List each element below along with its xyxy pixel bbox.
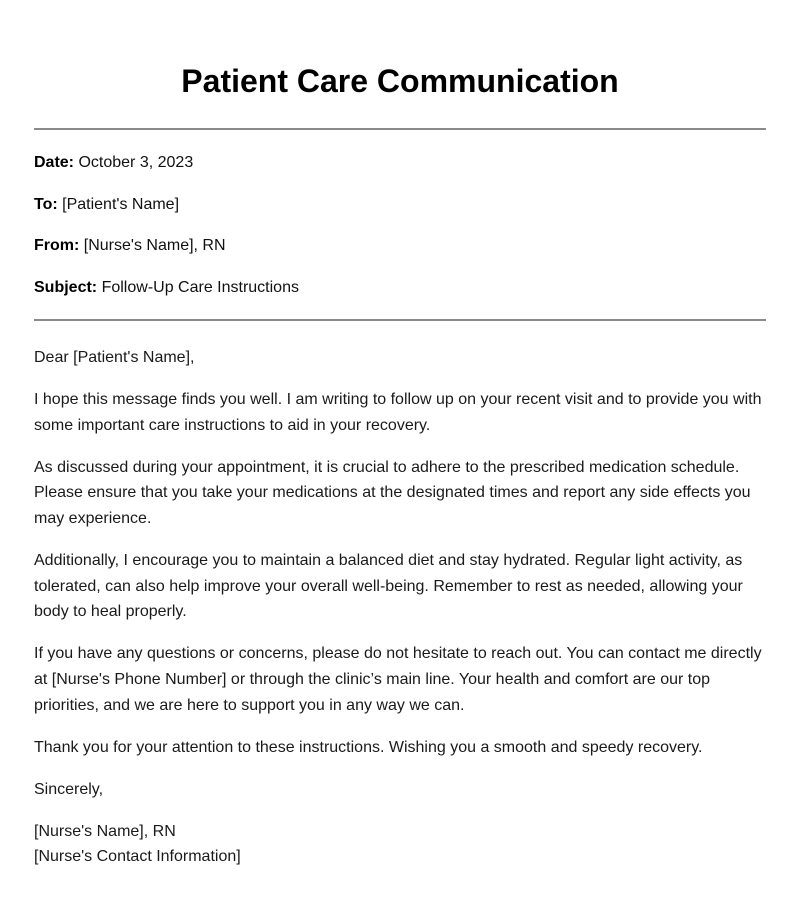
from-row [34, 236, 766, 256]
greeting: Dear [Patient's Name], [34, 349, 195, 366]
date-row [34, 153, 766, 173]
header-divider [34, 319, 766, 321]
closing: Sincerely, [34, 780, 104, 798]
to-row [34, 195, 766, 215]
subject-row [34, 278, 766, 298]
to-label: To: [34, 195, 58, 213]
to-value: [Patient's Name] [62, 195, 180, 213]
title-divider [34, 128, 766, 130]
date-label: Date: [34, 154, 75, 171]
body-paragraph: As discussed during your appointment, it is crucial to adhere to the prescribed medication schedule. Please ensure that you take your medications at the designated times and report any side effects you may experience. [34, 458, 751, 527]
body-paragraph: Thank you for your attention to these instructions. Wishing you a smooth and speedy recovery. [34, 738, 703, 756]
from-value: [Nurse's Name], RN [83, 237, 226, 254]
body-paragraph: I hope this message finds you well. I am writing to follow up on your recent visit and to provide you with some important care instructions to aid in your recovery. [34, 391, 762, 434]
page-title: Patient Care Communication [181, 63, 619, 99]
signature-name: [Nurse's Name], RN [34, 822, 176, 840]
letter-header [34, 153, 766, 298]
signature-contact: [Nurse's Contact Information] [34, 848, 241, 866]
subject-value: Follow-Up Care Instructions [101, 278, 299, 296]
body-paragraph: Additionally, I encourage you to maintain a balanced diet and stay hydrated. Regular light activity, as tolerated, can also help improve your overall well-being. Remember to rest as needed, allowing your body to heal properly. [34, 552, 743, 621]
letter-body [34, 345, 766, 870]
from-label: From: [34, 237, 80, 254]
signature-block [34, 819, 766, 870]
date-value: October 3, 2023 [78, 154, 194, 171]
letter-page [34, 0, 766, 870]
subject-label: Subject: [34, 278, 98, 296]
body-paragraph: If you have any questions or concerns, please do not hesitate to reach out. You can contact me directly at [Nurse's Phone Number] or through the clinic’s main line. Your health and comfort are our top priorities, and we are here to support you in any way we can. [34, 645, 762, 714]
